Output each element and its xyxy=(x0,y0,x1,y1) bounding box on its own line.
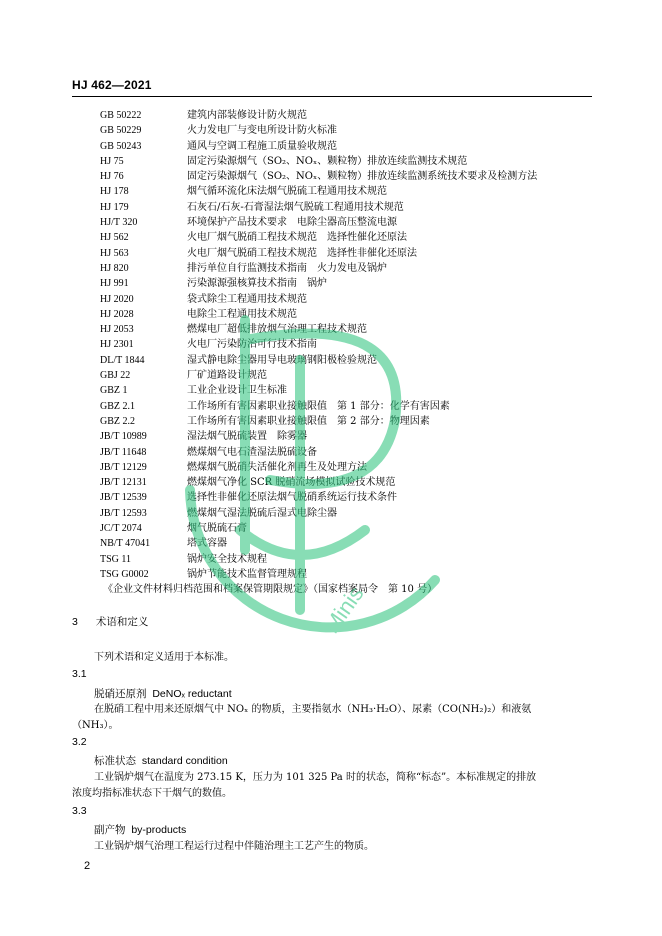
term-en: DeNOₓ reductant xyxy=(152,688,232,700)
reference-title: 固定污染源烟气（SO₂、NOₓ、颗粒物）排放连续监测技术规范 xyxy=(187,155,468,167)
reference-title: 火电厂烟气脱硝工程技术规范 选择性非催化还原法 xyxy=(187,247,417,259)
reference-title: 燃煤烟气湿法脱硫后湿式电除尘器 xyxy=(187,507,337,519)
reference-code: NB/T 47041 xyxy=(100,538,151,550)
watermark-text: Minis xyxy=(318,581,369,638)
term-zh: 标准状态 xyxy=(94,755,136,767)
reference-title: 选择性非催化还原法烟气脱硝系统运行技术条件 xyxy=(187,492,397,504)
reference-row xyxy=(0,368,662,383)
reference-code: HJ 2020 xyxy=(100,293,134,305)
reference-code: HJ 820 xyxy=(100,262,129,274)
reference-row xyxy=(0,246,662,261)
reference-row xyxy=(0,276,662,291)
reference-title: 燃煤烟气电石渣湿法脱硫设备 xyxy=(187,446,317,458)
reference-title: 火电厂污染防治可行技术指南 xyxy=(187,339,317,351)
reference-title: 燃煤电厂超低排放烟气治理工程技术规范 xyxy=(187,324,367,336)
term-number: 3.2 xyxy=(72,736,87,748)
reference-code: DL/T 1844 xyxy=(100,354,145,366)
reference-row xyxy=(0,567,662,582)
reference-row xyxy=(0,261,662,276)
term-number: 3.3 xyxy=(72,805,87,817)
page-number: 2 xyxy=(84,860,91,872)
term-en: by-products xyxy=(131,824,187,836)
reference-title: 工业企业设计卫生标准 xyxy=(187,385,287,397)
reference-code: GB 50243 xyxy=(100,140,142,152)
reference-row xyxy=(0,490,662,505)
reference-row xyxy=(0,292,662,307)
reference-title: 建筑内部装修设计防火规范 xyxy=(187,110,307,121)
reference-code: JB/T 12129 xyxy=(100,461,147,473)
reference-row xyxy=(0,536,662,551)
section-intro: 下列术语和定义适用于本标准。 xyxy=(94,652,234,663)
reference-row xyxy=(0,399,662,414)
reference-code: GBZ 1 xyxy=(100,385,128,397)
reference-title: 燃煤烟气脱硝失活催化剂再生及处理方法 xyxy=(187,461,367,473)
reference-code: GBZ 2.1 xyxy=(100,400,135,412)
reference-title: 通风与空调工程施工质量验收规范 xyxy=(187,140,337,152)
reference-row xyxy=(0,200,662,215)
reference-row xyxy=(0,230,662,245)
reference-row xyxy=(0,215,662,230)
reference-code: HJ 75 xyxy=(100,155,124,167)
reference-row xyxy=(0,460,662,475)
reference-row xyxy=(0,337,662,352)
section-number: 3 xyxy=(72,616,78,628)
reference-row xyxy=(0,445,662,460)
reference-row xyxy=(0,154,662,169)
term-zh: 脱硝还原剂 xyxy=(94,688,147,700)
reference-code: JB/T 12593 xyxy=(100,507,147,519)
term-definition: 在脱硝工程中用来还原烟气中 NOₓ 的物质，主要指氨水（NH₃·H₂O）、尿素（CO(NH₂)₂）和液氨 xyxy=(94,704,532,715)
reference-title: 烟气循环流化床法烟气脱硫工程通用技术规范 xyxy=(187,186,387,198)
reference-row xyxy=(0,383,662,398)
reference-code: JB/T 12539 xyxy=(100,492,147,504)
reference-title: 工作场所有害因素职业接触限值 第 2 部分：物理因素 xyxy=(187,415,430,427)
reference-row xyxy=(0,429,662,444)
header-rule xyxy=(72,96,592,97)
reference-title: 锅炉安全技术规程 xyxy=(187,553,267,565)
reference-title: 石灰石/石灰-石膏湿法烟气脱硫工程通用技术规范 xyxy=(187,201,404,213)
reference-code: HJ 2028 xyxy=(100,308,134,320)
reference-code: HJ 2301 xyxy=(100,339,134,351)
reference-code: GB 50229 xyxy=(100,125,142,137)
reference-code: HJ 76 xyxy=(100,171,124,183)
reference-title: 锅炉节能技术监督管理规程 xyxy=(187,568,307,580)
term-zh: 副产物 xyxy=(94,824,126,836)
reference-title: 环境保护产品技术要求 电除尘器高压整流电源 xyxy=(187,217,397,229)
reference-row xyxy=(0,506,662,521)
reference-title: 火电厂烟气脱硝工程技术规范 选择性催化还原法 xyxy=(187,232,407,244)
reference-code: GB 50222 xyxy=(100,110,142,121)
reference-code: HJ 562 xyxy=(100,232,129,244)
term-en: standard condition xyxy=(141,755,228,767)
reference-row xyxy=(0,353,662,368)
reference-row xyxy=(0,123,662,138)
reference-code: TSG G0002 xyxy=(100,568,149,580)
reference-code: HJ 2053 xyxy=(100,324,134,336)
reference-row xyxy=(0,184,662,199)
reference-row xyxy=(0,169,662,184)
term-definition: 工业锅炉烟气在温度为 273.15 K，压力为 101 325 Pa 时的状态，简称“标态”。本标准规定的排放 xyxy=(94,772,537,783)
reference-code: HJ 563 xyxy=(100,247,129,259)
reference-code: JB/T 12131 xyxy=(100,477,147,489)
reference-title: 工作场所有害因素职业接触限值 第 1 部分：化学有害因素 xyxy=(187,400,450,412)
reference-title: 火力发电厂与变电所设计防火标准 xyxy=(187,125,337,137)
term-number: 3.1 xyxy=(72,668,87,680)
reference-row xyxy=(0,139,662,154)
reference-title: 塔式容器 xyxy=(187,538,227,550)
reference-title: 袋式除尘工程通用技术规范 xyxy=(187,293,307,305)
standard-code-header: HJ 462—2021 xyxy=(72,78,152,92)
term-definition-cont: （NH₃）。 xyxy=(72,720,119,731)
reference-title: 厂矿道路设计规范 xyxy=(187,370,267,382)
reference-code: GBZ 2.2 xyxy=(100,415,135,427)
reference-title: 烟气脱硫石膏 xyxy=(187,523,247,535)
reference-note: 《企业文件材料归档范围和档案保管期限规定》（国家档案局令 第 10 号） xyxy=(103,584,438,596)
reference-code: HJ 178 xyxy=(100,186,129,198)
reference-code: JB/T 10989 xyxy=(100,431,147,443)
reference-code: GBJ 22 xyxy=(100,370,131,382)
reference-title: 湿式静电除尘器用导电玻璃钢阳极检验规范 xyxy=(187,354,377,366)
reference-row xyxy=(0,552,662,567)
term-heading xyxy=(94,686,232,701)
reference-row xyxy=(0,108,662,123)
term-definition: 工业锅炉烟气治理工程运行过程中伴随治理主工艺产生的物质。 xyxy=(94,841,374,852)
reference-code: TSG 11 xyxy=(100,553,132,565)
reference-code: HJ/T 320 xyxy=(100,217,138,229)
section-heading xyxy=(72,614,166,629)
section-title: 术语和定义 xyxy=(95,616,149,628)
reference-row xyxy=(0,307,662,322)
reference-title: 电除尘工程通用技术规范 xyxy=(187,308,297,320)
reference-title: 湿法烟气脱硫装置 除雾器 xyxy=(187,431,307,443)
reference-code: HJ 179 xyxy=(100,201,129,213)
reference-row xyxy=(0,521,662,536)
reference-title: 燃煤烟气净化 SCR 脱硝流场模拟试验技术规范 xyxy=(187,477,396,489)
term-definition-cont: 浓度均指标准状态下干烟气的数值。 xyxy=(72,788,232,799)
term-heading xyxy=(94,753,228,768)
reference-code: HJ 991 xyxy=(100,278,129,290)
reference-title: 固定污染源烟气（SO₂、NOₓ、颗粒物）排放连续监测系统技术要求及检测方法 xyxy=(187,171,538,183)
reference-title: 排污单位自行监测技术指南 火力发电及锅炉 xyxy=(187,262,387,274)
reference-row xyxy=(0,475,662,490)
reference-code: JC/T 2074 xyxy=(100,523,142,535)
normative-references-list xyxy=(0,108,662,598)
term-heading xyxy=(94,822,186,837)
reference-code: JB/T 11648 xyxy=(100,446,147,458)
reference-title: 污染源源强核算技术指南 锅炉 xyxy=(187,278,327,290)
reference-row xyxy=(0,414,662,429)
reference-row xyxy=(0,322,662,337)
